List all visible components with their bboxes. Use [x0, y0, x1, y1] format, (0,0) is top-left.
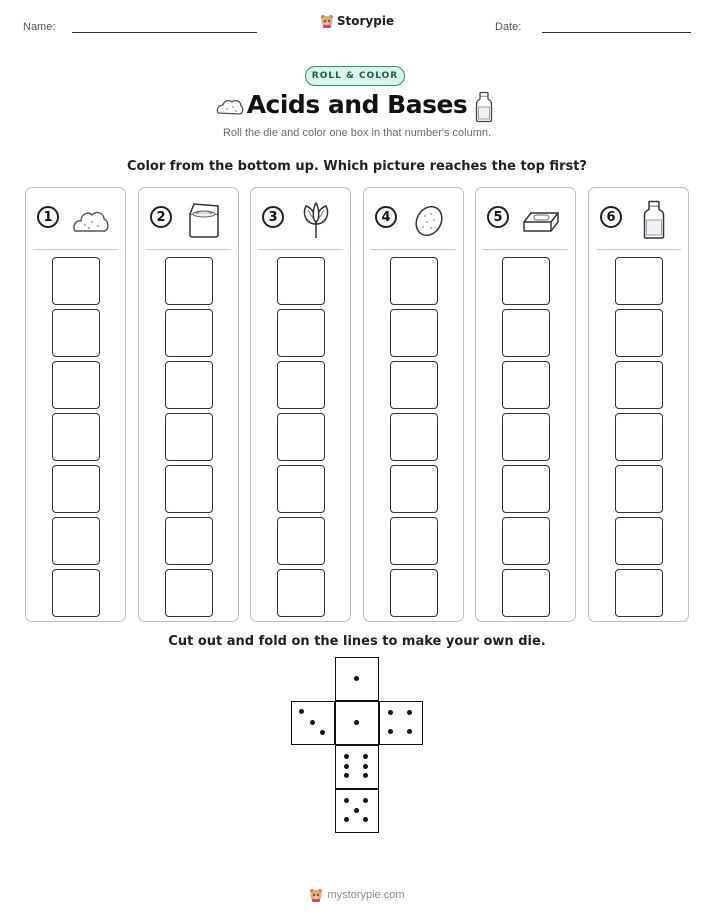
color-box[interactable] — [277, 413, 325, 461]
column-number: 5 — [487, 206, 509, 228]
name-field-line[interactable] — [72, 32, 257, 33]
color-box[interactable] — [52, 569, 100, 617]
column-number: 1 — [37, 206, 59, 228]
storypie-bear-icon — [309, 888, 323, 902]
color-box[interactable] — [502, 361, 550, 409]
die-face-3[interactable] — [291, 701, 335, 745]
color-box[interactable] — [390, 361, 438, 409]
die-face-5[interactable] — [335, 789, 379, 833]
color-box[interactable] — [165, 569, 213, 617]
column-4 — [363, 187, 464, 622]
column-divider — [33, 249, 118, 250]
color-box[interactable] — [502, 465, 550, 513]
column-1 — [25, 187, 126, 622]
color-box[interactable] — [52, 309, 100, 357]
die-pip — [354, 808, 359, 813]
storypie-bear-icon — [320, 14, 334, 28]
color-box[interactable] — [165, 257, 213, 305]
color-box[interactable] — [165, 413, 213, 461]
die-pip — [407, 710, 412, 715]
color-box[interactable] — [390, 413, 438, 461]
column-5 — [475, 187, 576, 622]
color-box[interactable] — [615, 309, 663, 357]
color-box[interactable] — [390, 257, 438, 305]
column-6 — [588, 187, 689, 622]
column-divider — [371, 249, 456, 250]
milk-bottle-icon — [474, 91, 494, 123]
date-field-line[interactable] — [542, 32, 691, 33]
color-box[interactable] — [165, 361, 213, 409]
die-pip — [388, 710, 393, 715]
die-pip — [344, 754, 349, 759]
lemon-icon — [409, 200, 449, 240]
brand-logo — [0, 14, 714, 28]
color-box[interactable] — [390, 309, 438, 357]
date-label: Date: — [495, 21, 522, 33]
color-box[interactable] — [390, 569, 438, 617]
color-box[interactable] — [165, 517, 213, 565]
die-pip — [363, 817, 368, 822]
color-box[interactable] — [277, 569, 325, 617]
page-title: Acids and Bases — [246, 90, 468, 119]
column-number: 2 — [150, 206, 172, 228]
soap-bar-icon — [521, 200, 561, 240]
column-number: 6 — [600, 206, 622, 228]
color-box[interactable] — [277, 465, 325, 513]
color-box[interactable] — [615, 517, 663, 565]
color-box[interactable] — [615, 257, 663, 305]
column-number: 3 — [262, 206, 284, 228]
color-box[interactable] — [502, 309, 550, 357]
column-3 — [250, 187, 351, 622]
die-face-1[interactable] — [335, 657, 379, 701]
color-box[interactable] — [390, 465, 438, 513]
column-divider — [258, 249, 343, 250]
color-box[interactable] — [165, 309, 213, 357]
column-divider — [146, 249, 231, 250]
baking-soda-icon — [71, 200, 111, 240]
die-pip — [363, 798, 368, 803]
die-pip — [388, 729, 393, 734]
color-box[interactable] — [277, 257, 325, 305]
die-pip — [363, 754, 368, 759]
color-box[interactable] — [390, 517, 438, 565]
brand-name: Storypie — [336, 14, 395, 28]
column-2 — [138, 187, 239, 622]
die-pip — [320, 730, 325, 735]
die-pip — [310, 720, 315, 725]
color-box[interactable] — [615, 465, 663, 513]
color-box[interactable] — [277, 309, 325, 357]
column-number: 4 — [375, 206, 397, 228]
color-box[interactable] — [52, 361, 100, 409]
die-pip — [407, 729, 412, 734]
activity-badge: ROLL & COLOR — [305, 66, 405, 86]
spinach-icon — [296, 200, 336, 240]
die-pip — [299, 709, 304, 714]
column-divider — [483, 249, 568, 250]
color-box[interactable] — [502, 257, 550, 305]
die-face-1[interactable] — [335, 701, 379, 745]
die-pip — [363, 764, 368, 769]
die-face-4[interactable] — [379, 701, 423, 745]
name-label: Name: — [23, 21, 56, 33]
die-pip — [354, 676, 359, 681]
die-pip — [344, 764, 349, 769]
color-box[interactable] — [615, 569, 663, 617]
die-pip — [363, 773, 368, 778]
footer-url[interactable]: mystorypie.com — [327, 889, 405, 901]
color-box[interactable] — [277, 361, 325, 409]
footer — [0, 888, 714, 902]
color-box[interactable] — [502, 517, 550, 565]
die-face-6[interactable] — [335, 745, 379, 789]
die-pip — [354, 720, 359, 725]
color-box[interactable] — [165, 465, 213, 513]
die-pip — [344, 773, 349, 778]
die-instruction: Cut out and fold on the lines to make your own die. — [168, 634, 546, 649]
color-box[interactable] — [277, 517, 325, 565]
die-pip — [344, 817, 349, 822]
column-divider — [596, 249, 681, 250]
color-box[interactable] — [615, 413, 663, 461]
color-box[interactable] — [52, 465, 100, 513]
instruction-heading: Color from the bottom up. Which picture reaches the top first? — [127, 159, 587, 174]
color-box[interactable] — [52, 413, 100, 461]
subtitle: Roll the die and color one box in that number's column. — [222, 127, 492, 139]
color-box[interactable] — [52, 517, 100, 565]
sugar-container-icon — [184, 200, 224, 240]
color-box[interactable] — [615, 361, 663, 409]
color-box[interactable] — [502, 569, 550, 617]
color-box[interactable] — [52, 257, 100, 305]
color-box[interactable] — [502, 413, 550, 461]
milk-bottle-icon — [634, 200, 674, 240]
die-pip — [344, 798, 349, 803]
